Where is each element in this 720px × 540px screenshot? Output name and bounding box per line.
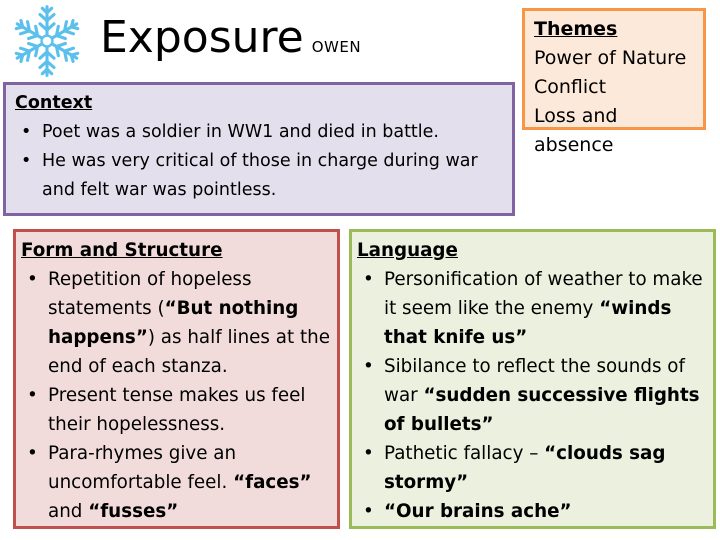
- form-bullet: [21, 439, 331, 526]
- bullet-text: ) as half lines at the end of each stanza.: [48, 327, 330, 377]
- form-bullet: [21, 265, 331, 381]
- quote: “clouds sag stormy”: [384, 443, 666, 493]
- context-bullet: • He was very critical of those in charge during war and felt war was pointless.: [15, 147, 506, 205]
- quote: “But nothing happens”: [48, 298, 299, 348]
- theme-item: Conflict: [534, 76, 607, 98]
- page-title: [100, 8, 361, 77]
- quote: “sudden successive flights of bullets”: [384, 385, 700, 435]
- language-bullet: [357, 497, 709, 526]
- language-heading: Language: [357, 240, 458, 261]
- form-structure-heading: Form and Structure: [21, 240, 223, 261]
- bullet-text: Personification of weather to make it seem like the enemy: [384, 269, 703, 319]
- context-bullet: • Poet was a soldier in WW1 and died in battle.: [15, 118, 506, 147]
- language-bullet: [357, 265, 709, 352]
- form-structure-list: [21, 265, 331, 526]
- bullet-text: Pathetic fallacy –: [384, 443, 545, 464]
- theme-item: Power of Nature: [534, 47, 687, 69]
- context-heading: Context: [15, 93, 93, 113]
- theme-item: Loss and absence: [534, 105, 618, 156]
- form-structure-box: [13, 229, 340, 529]
- quote: “Our brains ache”: [384, 501, 572, 522]
- bullet-text: Repetition of hopeless statements (: [48, 269, 252, 319]
- bullet-text: Sibilance to reflect the sounds of war: [384, 356, 685, 406]
- context-list: [15, 118, 506, 205]
- language-bullet: [357, 439, 709, 497]
- quote: “winds that knife us”: [384, 298, 672, 348]
- poet-name: OWEN: [311, 38, 362, 56]
- language-list: [357, 265, 709, 526]
- themes-box: [522, 8, 706, 156]
- quote: “fusses”: [88, 501, 179, 522]
- context-box: [3, 82, 515, 216]
- language-box: [349, 229, 716, 529]
- language-bullet: [357, 352, 709, 439]
- form-bullet: • Present tense makes us feel their hopelessness.: [21, 381, 331, 439]
- bullet-text: and: [48, 501, 89, 522]
- themes-heading: Themes: [534, 18, 618, 40]
- quote: “faces”: [233, 472, 312, 493]
- snowflake-icon: [8, 2, 86, 80]
- bullet-text: Para-rhymes give an uncomfortable feel.: [48, 443, 237, 493]
- poem-title: Exposure: [100, 12, 304, 63]
